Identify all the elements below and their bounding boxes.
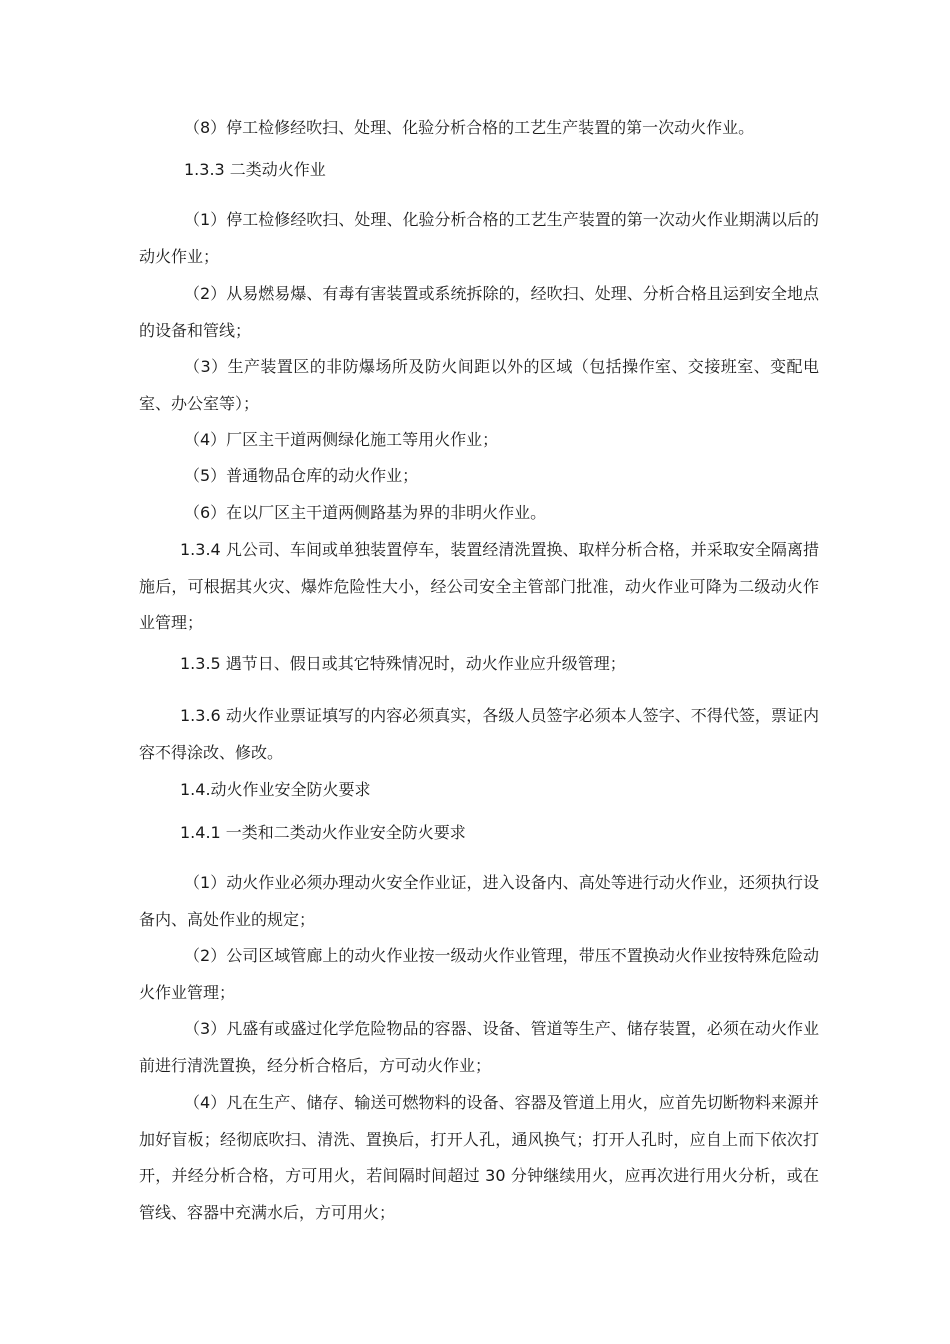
paragraph-item-4: （4）厂区主干道两侧绿化施工等用火作业； bbox=[184, 430, 499, 449]
paragraph-1-3-4: 1.3.4 凡公司、车间或单独装置停车，装置经清洗置换、取样分析合格，并采取安全隔离措施后，可根据其火灾、爆炸危险性大小，经公司安全主管部门批准，动火作业可降为二级动火作业管理； bbox=[139, 540, 819, 632]
paragraph-fire-item-3: （3）凡盛有或盛过化学危险物品的容器、设备、管道等生产、储存装置，必须在动火作业前进行清洗置换，经分析合格后，方可动火作业； bbox=[139, 1019, 819, 1075]
paragraph-fire-item-4: （4）凡在生产、储存、输送可燃物料的设备、容器及管道上用火，应首先切断物料来源并加好盲板；经彻底吹扫、清洗、置换后，打开人孔，通风换气；打开人孔时，应自上而下依次打开，并经分析合格，方可用火，若间隔时间超过 30 分钟继续用火，应再次进行用火分析，或在管线、容器中充满水后，方可用火； bbox=[139, 1093, 819, 1222]
paragraph-item-3: （3）生产装置区的非防爆场所及防火间距以外的区域（包括操作室、交接班室、变配电室、办公室等）； bbox=[139, 357, 819, 413]
paragraph-item-2: （2）从易燃易爆、有毒有害装置或系统拆除的，经吹扫、处理、分析合格且运到安全地点的设备和管线； bbox=[139, 284, 819, 340]
paragraph-1-3-5: 1.3.5 遇节日、假日或其它特殊情况时，动火作业应升级管理； bbox=[180, 654, 626, 673]
section-heading-1-3-3: 1.3.3 二类动火作业 bbox=[184, 160, 326, 179]
paragraph-fire-item-2: （2）公司区域管廊上的动火作业按一级动火作业管理，带压不置换动火作业按特殊危险动火作业管理； bbox=[139, 946, 819, 1002]
paragraph-item-8: （8）停工检修经吹扫、处理、化验分析合格的工艺生产装置的第一次动火作业。 bbox=[184, 118, 755, 137]
paragraph-fire-item-1: （1）动火作业必须办理动火安全作业证，进入设备内、高处等进行动火作业，还须执行设备内、高处作业的规定； bbox=[139, 873, 819, 929]
section-heading-1-4-1: 1.4.1 一类和二类动火作业安全防火要求 bbox=[180, 823, 466, 842]
paragraph-item-6: （6）在以厂区主干道两侧路基为界的非明火作业。 bbox=[184, 503, 547, 522]
paragraph-1-3-6: 1.3.6 动火作业票证填写的内容必须真实，各级人员签字必须本人签字、不得代签，票证内容不得涂改、修改。 bbox=[139, 706, 819, 762]
paragraph-item-1: （1）停工检修经吹扫、处理、化验分析合格的工艺生产装置的第一次动火作业期满以后的动火作业； bbox=[139, 210, 819, 266]
section-heading-1-4: 1.4.动火作业安全防火要求 bbox=[180, 780, 371, 799]
paragraph-item-5: （5）普通物品仓库的动火作业； bbox=[184, 466, 419, 485]
